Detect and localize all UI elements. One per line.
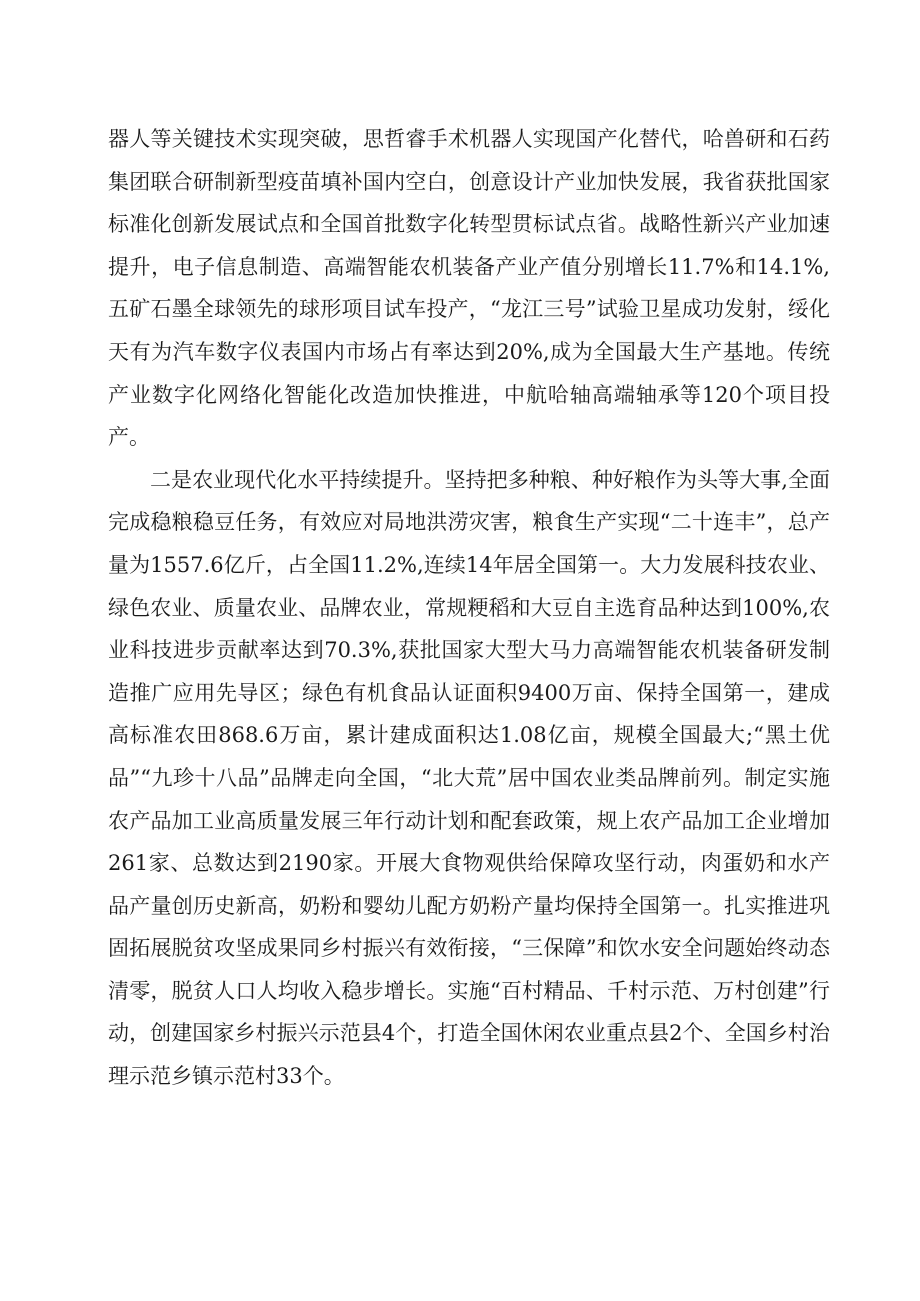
document-body	[108, 118, 830, 1098]
paragraph-agriculture: 二是农业现代化水平持续提升。坚持把多种粮、种好粮作为头等大事,全面完成稳粮稳豆任务，有效应对局地洪涝灾害，粮食生产实现“二十连丰”，总产量为1557.6亿斤，占全国11.2%,连续14年居全国第一。大力发展科技农业、绿色农业、质量农业、品牌农业，常规粳稻和大豆自主选育品种达到100%,农业科技进步贡献率达到70.3%,获批国家大型大马力高端智能农机装备研发制造推广应用先导区；绿色有机食品认证面积9400万亩、保持全国第一，建成高标准农田868.6万亩，累计建成面积达1.08亿亩，规模全国最大;“黑土优品”“九珍十八品”品牌走向全国，“北大荒”居中国农业类品牌前列。制定实施农产品加工业高质量发展三年行动计划和配套政策，规上农产品加工企业增加261家、总数达到2190家。开展大食物观供给保障攻坚行动，肉蛋奶和水产品产量创历史新高，奶粉和婴幼儿配方奶粉产量均保持全国第一。扎实推进巩固拓展脱贫攻坚成果同乡村振兴有效衔接，“三保障”和饮水安全问题始终动态清零，脱贫人口人均收入稳步增长。实施“百村精品、千村示范、万村创建”行动，创建国家乡村振兴示范县4个，打造全国休闲农业重点县2个、全国乡村治理示范乡镇示范村33个。	[108, 467, 830, 1089]
paragraph-continuation: 器人等关键技术实现突破，思哲睿手术机器人实现国产化替代，哈兽研和石药集团联合研制新型疫苗填补国内空白，创意设计产业加快发展，我省获批国家标准化创新发展试点和全国首批数字化转型贯标试点省。战略性新兴产业加速提升，电子信息制造、高端智能农机装备产业产值分别增长11.7%和14.1%,五矿石墨全球领先的球形项目试车投产，“龙江三号”试验卫星成功发射，绥化天有为汽车数字仪表国内市场占有率达到20%,成为全国最大生产基地。传统产业数字化网络化智能化改造加快推进，中航哈轴高端轴承等120个项目投产。	[108, 127, 830, 450]
